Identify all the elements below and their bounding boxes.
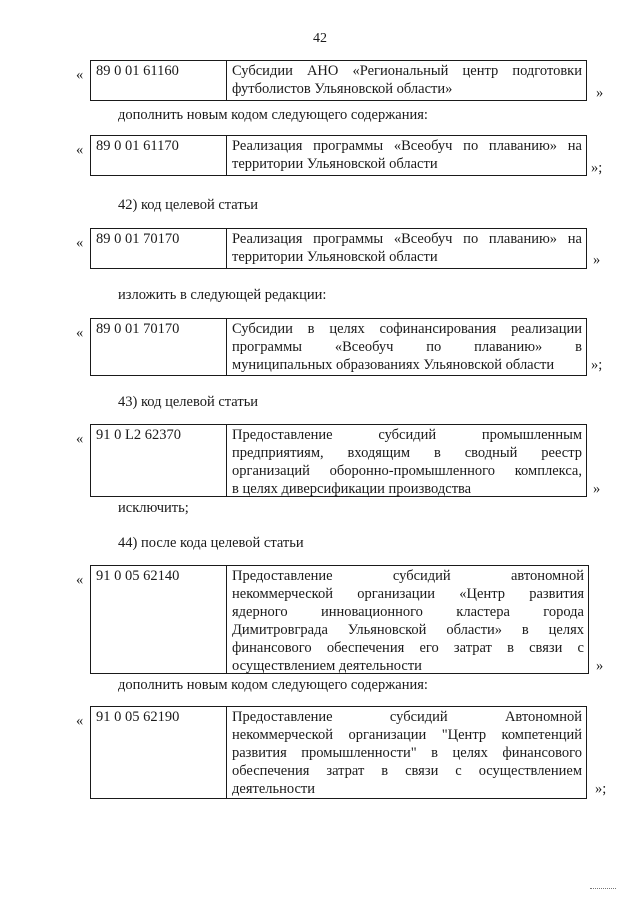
page-number: 42 bbox=[313, 31, 327, 46]
code-table bbox=[90, 228, 587, 269]
quote-open: « bbox=[76, 142, 84, 158]
quote-close: » bbox=[593, 252, 601, 268]
description-line: Субсидии в целях софинансирования реализации bbox=[232, 321, 582, 337]
description-line: некоммерческой организации "Центр компетенций bbox=[232, 727, 582, 743]
quote-open: « bbox=[76, 431, 84, 447]
quote-open: « bbox=[76, 713, 84, 729]
description-line: территории Ульяновской области bbox=[232, 156, 438, 172]
code-cell bbox=[91, 136, 227, 175]
quote-close: »; bbox=[591, 357, 603, 373]
description-line: территории Ульяновской области bbox=[232, 249, 438, 265]
description-cell bbox=[227, 566, 588, 673]
scan-mark bbox=[590, 888, 616, 895]
quote-close: »; bbox=[591, 160, 603, 176]
description-line: деятельности bbox=[232, 781, 316, 797]
description-line: ядерного инновационного кластера города bbox=[232, 604, 584, 620]
description-line: в целях диверсификации производства bbox=[232, 481, 472, 497]
description-line: организаций оборонно-промышленного комплекса, bbox=[232, 463, 582, 479]
description-line: осуществлением деятельности bbox=[232, 658, 422, 674]
target-code: 89 0 01 70170 bbox=[96, 321, 180, 337]
target-code: 91 0 05 62190 bbox=[96, 709, 180, 725]
quote-open: « bbox=[76, 325, 84, 341]
quote-close: »; bbox=[595, 781, 607, 797]
target-code: 91 0 05 62140 bbox=[96, 568, 180, 584]
code-table bbox=[90, 318, 587, 376]
code-cell bbox=[91, 61, 227, 100]
quote-close: » bbox=[596, 85, 604, 101]
code-cell bbox=[91, 425, 227, 496]
code-table bbox=[90, 424, 587, 497]
description-line: Предоставление субсидий промышленным bbox=[232, 427, 582, 443]
code-cell bbox=[91, 707, 227, 798]
description-line: Реализация программы «Всеобуч по плаванию» на bbox=[232, 138, 582, 154]
description-line: развития промышленности" в целях финансового bbox=[232, 745, 582, 761]
description-line: Предоставление субсидий автономной bbox=[232, 568, 584, 584]
quote-close: » bbox=[596, 658, 604, 674]
quote-close: » bbox=[593, 481, 601, 497]
description-line: Димитровграда Ульяновской области» в целях bbox=[232, 622, 584, 638]
target-code: 91 0 L2 62370 bbox=[96, 427, 181, 443]
instruction-paragraph: дополнить новым кодом следующего содержания: bbox=[118, 677, 428, 693]
instruction-paragraph: исключить; bbox=[118, 500, 189, 516]
description-cell bbox=[227, 707, 586, 798]
code-cell bbox=[91, 319, 227, 375]
section-heading: 43) код целевой статьи bbox=[118, 394, 259, 410]
target-code: 89 0 01 61160 bbox=[96, 63, 179, 79]
description-line: предприятиям, входящим в сводный реестр bbox=[232, 445, 582, 461]
code-cell bbox=[91, 566, 227, 673]
target-code: 89 0 01 70170 bbox=[96, 231, 180, 247]
code-table bbox=[90, 706, 587, 799]
description-line: муниципальных образованиях Ульяновской области bbox=[232, 357, 555, 373]
instruction-paragraph: дополнить новым кодом следующего содержания: bbox=[118, 107, 428, 123]
description-cell bbox=[227, 229, 586, 268]
code-cell bbox=[91, 229, 227, 268]
code-table bbox=[90, 135, 587, 176]
code-table bbox=[90, 60, 587, 101]
description-cell bbox=[227, 61, 586, 100]
description-line: футболистов Ульяновской области» bbox=[232, 81, 453, 97]
section-heading: 42) код целевой статьи bbox=[118, 197, 259, 213]
quote-open: « bbox=[76, 235, 84, 251]
code-table bbox=[90, 565, 589, 674]
description-line: Предоставление субсидий Автономной bbox=[232, 709, 582, 725]
description-cell bbox=[227, 319, 586, 375]
description-cell bbox=[227, 136, 586, 175]
description-line: Реализация программы «Всеобуч по плаванию» на bbox=[232, 231, 582, 247]
quote-open: « bbox=[76, 572, 84, 588]
description-line: некоммерческой организации «Центр развития bbox=[232, 586, 584, 602]
description-line: финансового обеспечения его затрат в связи с bbox=[232, 640, 584, 656]
description-line: программы «Всеобуч по плаванию» в bbox=[232, 339, 582, 355]
target-code: 89 0 01 61170 bbox=[96, 138, 179, 154]
instruction-paragraph: изложить в следующей редакции: bbox=[118, 287, 327, 303]
description-cell bbox=[227, 425, 586, 496]
quote-open: « bbox=[76, 67, 84, 83]
description-line: Субсидии АНО «Региональный центр подготовки bbox=[232, 63, 582, 79]
description-line: обеспечения затрат в связи с осуществлением bbox=[232, 763, 582, 779]
section-heading: 44) после кода целевой статьи bbox=[118, 535, 304, 551]
